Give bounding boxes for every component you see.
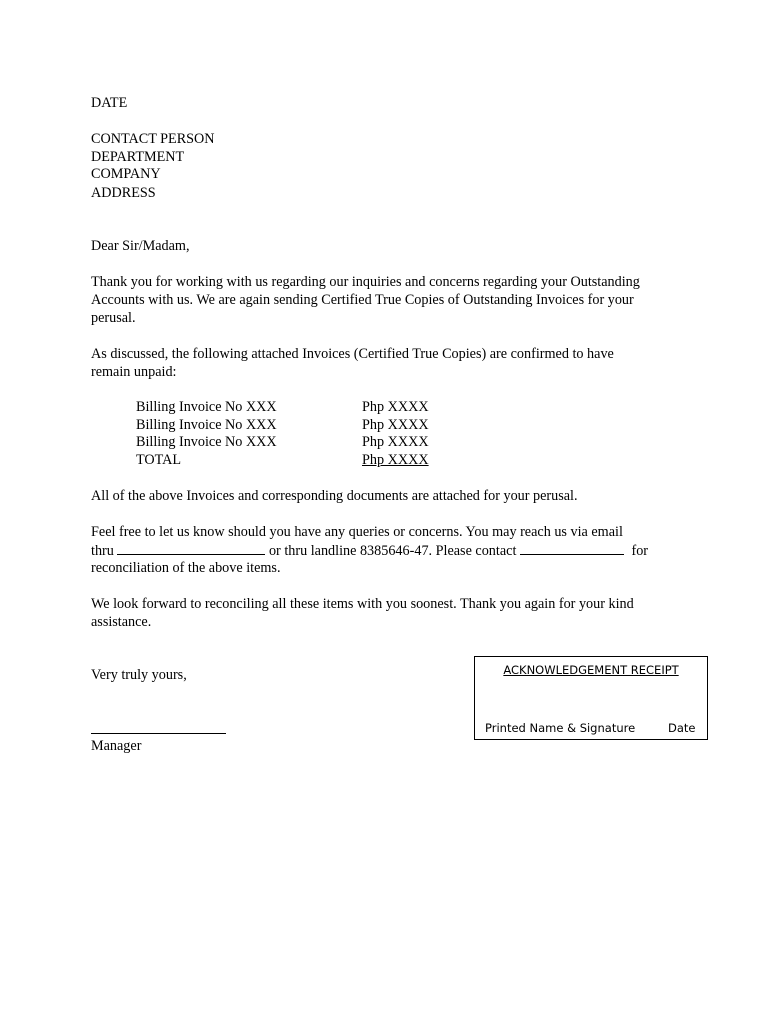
acknowledgement-date-label: Date	[668, 721, 696, 735]
acknowledgement-title: ACKNOWLEDGEMENT RECEIPT	[503, 663, 679, 677]
department-line: DEPARTMENT	[91, 149, 185, 165]
paragraph-5-line-2: assistance.	[91, 614, 152, 630]
paragraph-1-line-1: Thank you for working with us regarding our inquiries and concerns regarding your Outstanding	[91, 274, 640, 290]
date-line: DATE	[91, 95, 128, 111]
landline-text: or thru landline 8385646-47. Please contact	[268, 543, 517, 559]
paragraph-1-line-3: perusal.	[91, 310, 136, 326]
invoice-label: Billing Invoice No XXX	[136, 434, 277, 450]
contact-person-line: CONTACT PERSON	[91, 131, 215, 147]
invoice-total-label: TOTAL	[136, 452, 182, 468]
paragraph-2-line-1: As discussed, the following attached Invoices (Certified True Copies) are confirmed to have	[91, 346, 614, 362]
paragraph-3: All of the above Invoices and corresponding documents are attached for your perusal.	[91, 488, 578, 504]
contact-blank	[520, 541, 624, 555]
company-line: COMPANY	[91, 166, 161, 182]
signature-line	[91, 733, 226, 734]
paragraph-1-line-2: Accounts with us. We are again sending Certified True Copies of Outstanding Invoices for your	[91, 292, 634, 308]
printed-name-signature-label: Printed Name & Signature	[485, 721, 636, 735]
salutation: Dear Sir/Madam,	[91, 238, 190, 254]
paragraph-4-line-3: reconciliation of the above items.	[91, 560, 281, 576]
for-text: for	[631, 543, 649, 559]
signatory-title: Manager	[91, 738, 142, 754]
invoice-amount: Php XXXX	[362, 399, 429, 415]
invoice-amount: Php XXXX	[362, 434, 429, 450]
paragraph-4-line-2	[91, 541, 648, 560]
invoice-label: Billing Invoice No XXX	[136, 417, 277, 433]
paragraph-4-line-1: Feel free to let us know should you have any queries or concerns. You may reach us via email	[91, 524, 623, 540]
acknowledgement-receipt-box	[474, 656, 708, 740]
email-blank	[117, 541, 265, 555]
invoice-total-amount: Php XXXX	[362, 452, 429, 468]
paragraph-2-line-2: remain unpaid:	[91, 364, 177, 380]
invoice-label: Billing Invoice No XXX	[136, 399, 277, 415]
closing: Very truly yours,	[91, 667, 187, 683]
paragraph-5-line-1: We look forward to reconciling all these items with you soonest. Thank you again for your kind	[91, 596, 634, 612]
address-line: ADDRESS	[91, 185, 156, 201]
invoice-amount: Php XXXX	[362, 417, 429, 433]
thru-text: thru	[91, 543, 114, 559]
